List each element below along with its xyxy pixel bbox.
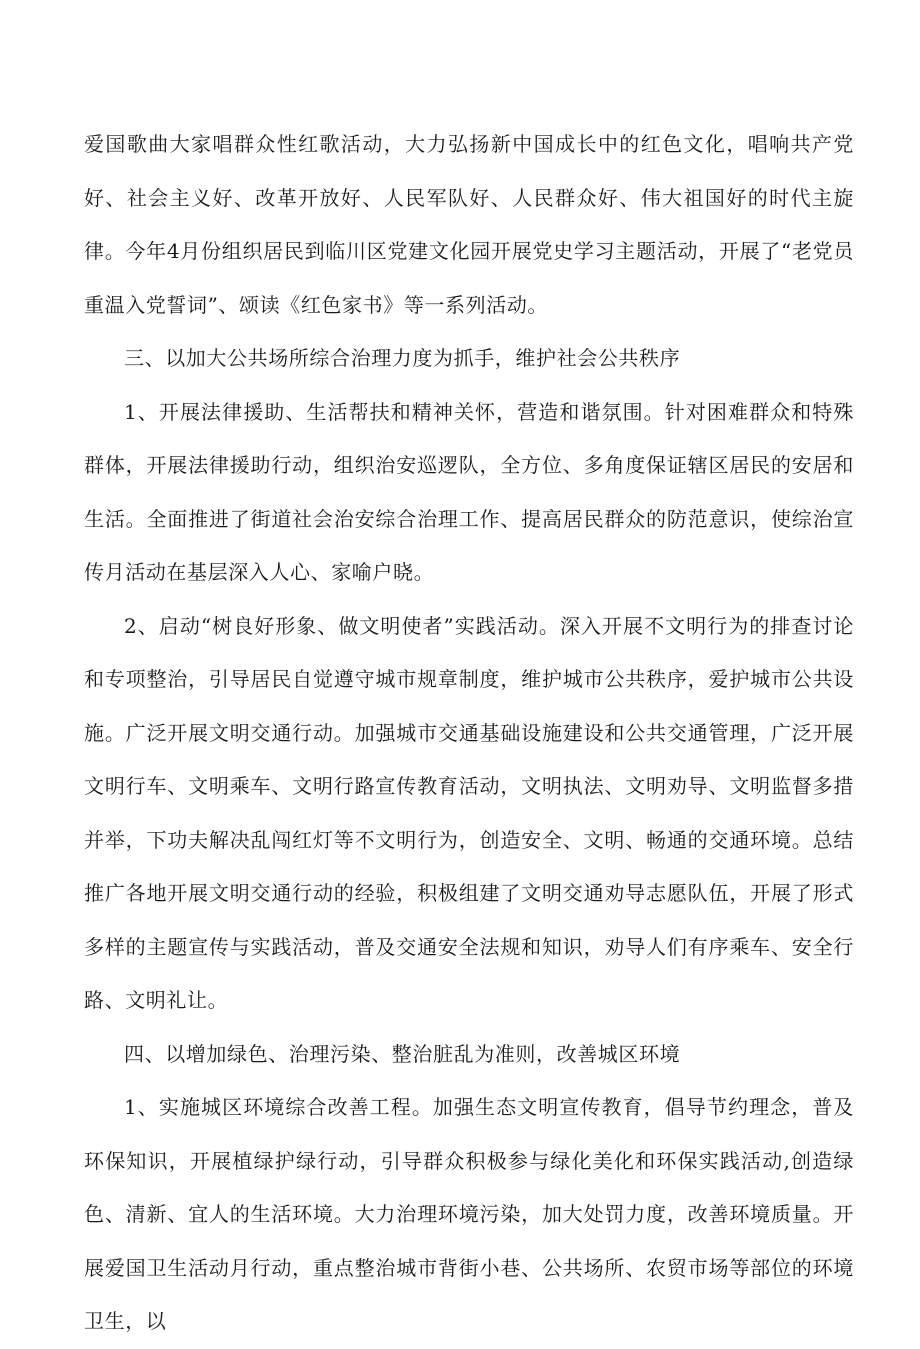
- body-paragraph: 2、启动“树良好形象、做文明使者”实践活动。深入开展不文明行为的排查讨论和专项整治，引导居民自觉遵守城市规章制度，维护城市公共秩序，爱护城市公共设施。广泛开展文明交通行动。加强城市交通基础设施建设和公共交通管理，广泛开展文明行车、文明乘车、文明行路宣传教育活动，文明执法、文明劝导、文明监督多措并举，下功夫解决乱闯红灯等不文明行为，创造安全、文明、畅通的交通环境。总结推广各地开展文明交通行动的经验，积极组建了文明交通劝导志愿队伍，开展了形式多样的主题宣传与实践活动，普及交通安全法规和知识，劝导人们有序乘车、安全行路、文明礼让。: [84, 613, 854, 1012]
- document-body: [84, 118, 854, 1349]
- body-paragraph: 1、开展法律援助、生活帮扶和精神关怀，营造和谐氛围。针对困难群众和特殊群体，开展法律援助行动，组织治安巡逻队，全方位、多角度保证辖区居民的安居和生活。全面推进了街道社会治安综合治理工作、提高居民群众的防范意识，使综治宣传月活动在基层深入人心、家喻户晓。: [84, 399, 854, 584]
- section-heading-3: 三、以加大公共场所综合治理力度为抓手，维护社会公共秩序: [124, 346, 681, 370]
- section-heading-4: 四、以增加绿色、治理污染、整治脏乱为准则，改善城区环境: [124, 1041, 681, 1066]
- body-paragraph: 1、实施城区环境综合改善工程。加强生态文明宣传教育，倡导节约理念，普及环保知识，开展植绿护绿行动，引导群众积极参与绿化美化和环保实践活动,创造绿色、清新、宜人的生活环境。大力治理环境污染，加大处罚力度，改善环境质量。开展爱国卫生活动月行动，重点整治城市背街小巷、公共场所、农贸市场等部位的环境卫生，以: [84, 1095, 854, 1333]
- body-paragraph: 爱国歌曲大家唱群众性红歌活动，大力弘扬新中国成长中的红色文化，唱响共产党好、社会主义好、改革开放好、人民军队好、人民群众好、伟大祖国好的时代主旋律。今年4月份组织居民到临川区党建文化园开展党史学习主题活动，开展了“老党员重温入党誓词”、颂读《红色家书》等一系列活动。: [84, 132, 854, 317]
